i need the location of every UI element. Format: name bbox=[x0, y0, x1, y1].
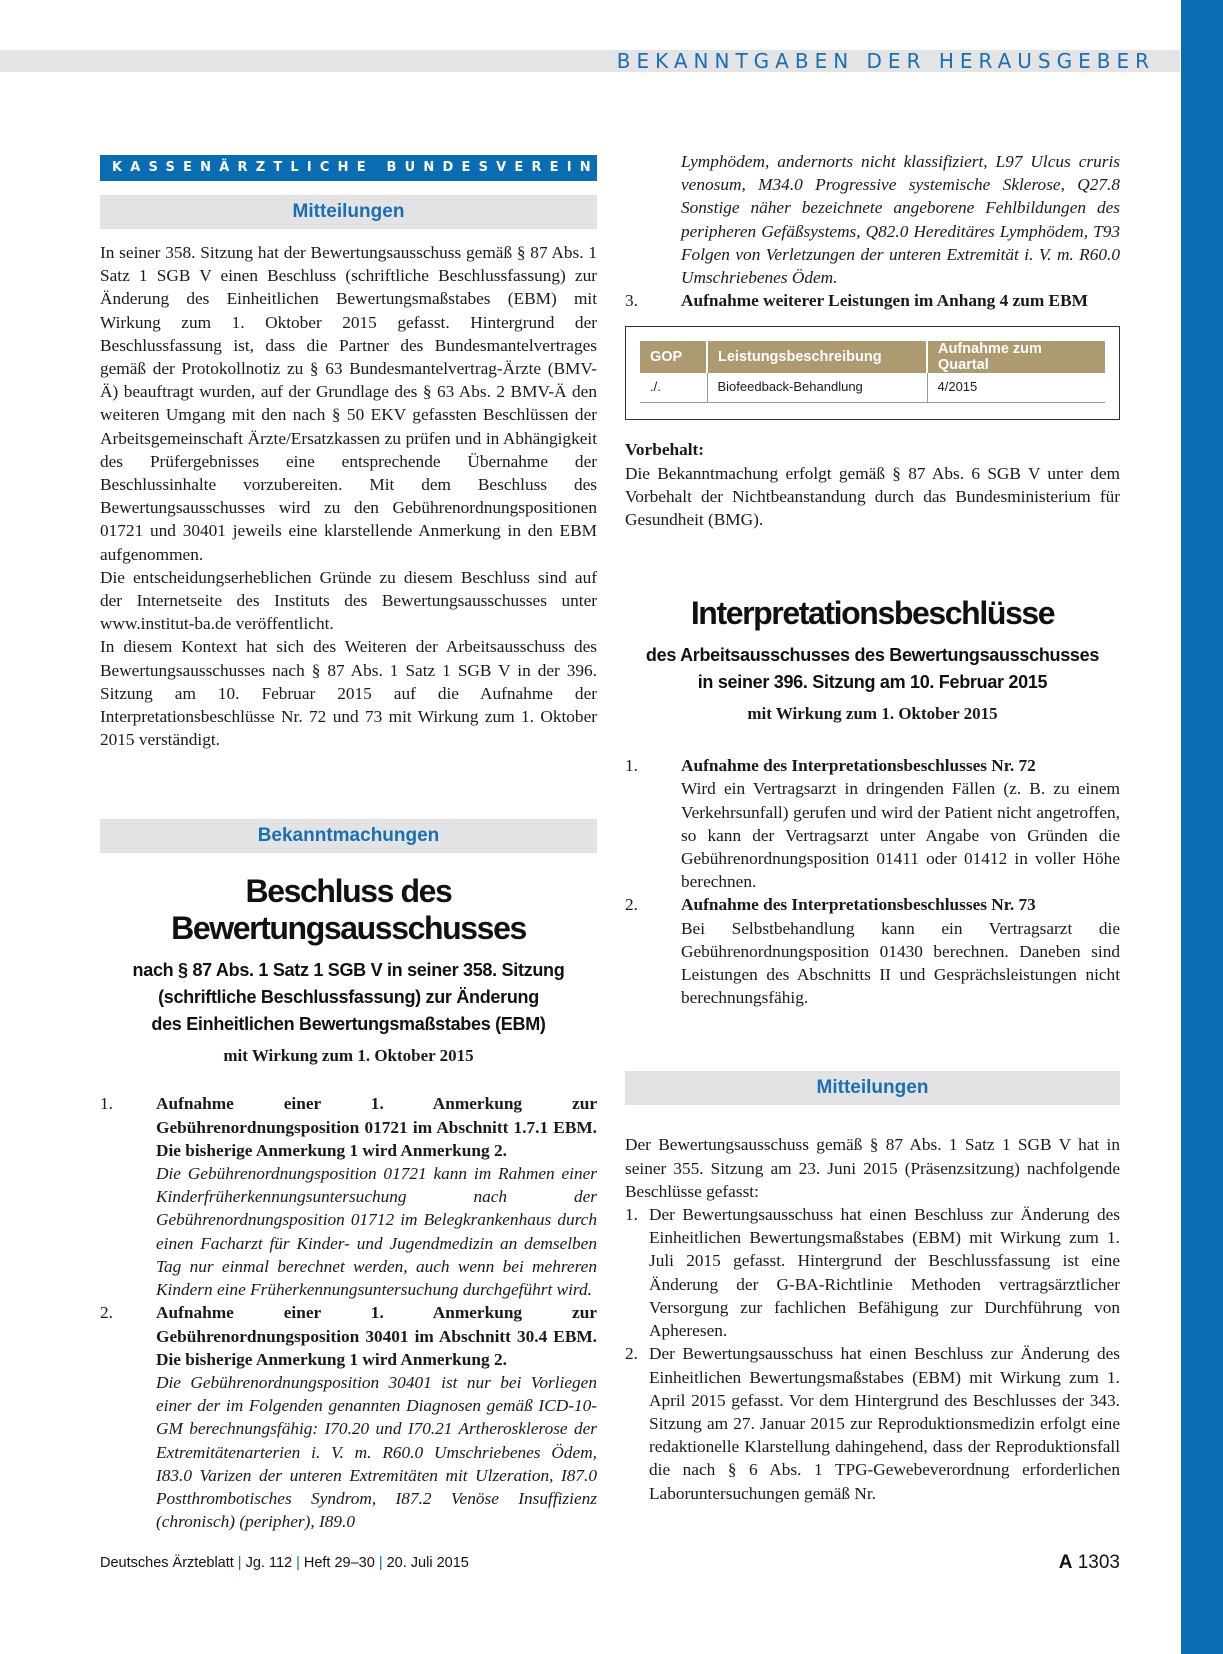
journal-issue: Heft 29–30 bbox=[303, 1555, 375, 1571]
effective-date: mit Wirkung zum 1. Oktober 2015 bbox=[747, 704, 998, 724]
list-item bbox=[625, 893, 1120, 1009]
subtitle-line: des Arbeitsausschusses des Bewertungsausschusses bbox=[645, 645, 1100, 666]
list-item bbox=[625, 754, 1120, 893]
column-header: GOP bbox=[640, 341, 707, 373]
intro-paragraph-3 bbox=[100, 635, 597, 751]
table-row bbox=[640, 373, 1105, 403]
list-item bbox=[100, 1092, 597, 1301]
table-cell: Biofeedback-Behandlung bbox=[707, 373, 927, 403]
item-heading: Aufnahme einer 1. Anmerkung zur Gebührenordnungsposition 30401 im Abschnitt 30.4 EBM. Die bisherige Anmerkung 1 wird Anmerkung 2. bbox=[156, 1303, 597, 1369]
intro-paragraph-2 bbox=[100, 566, 597, 636]
right-column bbox=[625, 150, 1120, 1505]
list-item bbox=[625, 289, 1120, 312]
mitteilungen-intro: Der Bewertungsausschuss gemäß § 87 Abs. 1 Satz 1 SGB V hat in seiner 355. Sitzung am 23. Juni 2015 (Präsenzsitzung) nachfolgende Beschlüsse gefasst: bbox=[625, 1135, 1120, 1201]
table-cell: ./. bbox=[640, 373, 707, 403]
item-text: Bei Selbstbehandlung kann ein Vertragsarzt die Gebührenordnungsposition 01430 berechnen. Daneben sind Leistungen des Abschnitts II und Gesprächsleistungen nicht berechnungsfähig. bbox=[681, 918, 1120, 1008]
subtitle-line: des Einheitlichen Bewertungsmaßstabes (EBM) bbox=[151, 1014, 546, 1035]
item-heading: Aufnahme des Interpretationsbeschlusses Nr. 72 bbox=[681, 756, 1036, 776]
item-text: Der Bewertungsausschuss hat einen Beschluss zur Änderung des Einheitlichen Bewertungsmaßstabes (EBM) mit Wirkung zum 1. Juli 2015 gefasst. Hintergrund der Beschlussfassung ist eine Änderung der G-BA-Richtlinie Methoden vertragsärztlicher Versorgung zur fachlichen Befähigung zur Durchführung von Apheresen. bbox=[649, 1205, 1120, 1341]
page-number bbox=[1059, 1552, 1120, 1574]
item-number: 2. bbox=[625, 1344, 638, 1364]
separator: | bbox=[237, 1555, 242, 1571]
interpretation-subtitle bbox=[625, 642, 1120, 696]
journal-name: Deutsches Ärzteblatt bbox=[100, 1555, 234, 1571]
org-label: KASSENÄRZTLICHE BUNDESVEREINIGUNG bbox=[100, 155, 597, 181]
section-heading-mitteilungen: Mitteilungen bbox=[100, 195, 597, 229]
paragraph: In seiner 358. Sitzung hat der Bewertungsausschuss gemäß § 87 Abs. 1 Satz 1 SGB V einen Beschluss (schriftliche Beschlussfassung) zur Änderung des Einheitlichen Bewertungsmaßstabes (EBM) mit Wirkung zum 1. Oktober 2015 gefasst. Hintergrund der Beschlussfassung ist, dass die Partner des Bundesmantelvertrages gemäß der Protokollnotiz zu § 63 Bundesmantelvertrag-Ärzte (BMV-Ä) beauftragt wurden, auf der Grundlage des § 63 Abs. 2 BMV-Ä den weiteren Umgang mit den nach § 50 EKV gefassten Beschlüssen der Arbeitsgemeinschaft Ärzte/Ersatzkassen zu prüfen und in Abhängigkeit des Prüfergebnisses eine entsprechende Übernahme der Beschlussinhalte vorzubereiten. Mit dem Beschluss des Bewertungsausschusses wird zu den Gebührenordnungspositionen 01721 und 30401 jeweils eine klarstellende Anmerkung in den EBM aufgenommen. bbox=[100, 243, 597, 564]
vorbehalt-text: Die Bekanntmachung erfolgt gemäß § 87 Abs. 6 SGB V unter dem Vorbehalt der Nichtbeanstandung durch das Bundesministerium für Gesundheit (BMG). bbox=[625, 463, 1120, 530]
journal-volume: Jg. 112 bbox=[245, 1555, 293, 1571]
side-stripe bbox=[1181, 0, 1223, 1654]
list-item bbox=[100, 1301, 597, 1533]
table-header-row bbox=[640, 341, 1105, 373]
item-number: 1. bbox=[625, 756, 638, 776]
section-heading-bekanntmachungen: Bekanntmachungen bbox=[100, 819, 597, 853]
item-text: Lymphödem, andernorts nicht klassifiziert, L97 Ulcus cruris venosum, M34.0 Progressive systemische Sklerose, Q27.8 Sonstige näher bezeichnete angeborene Fehlbildungen des peripheren Gefäßsystems, Q82.0 Hereditäres Lymphödem, T93 Folgen von Verletzungen der unteren Extremität i. V. m. R60.0 Umschriebenes Ödem. bbox=[681, 152, 1120, 288]
subtitle-line: nach § 87 Abs. 1 Satz 1 SGB V in seiner 358. Sitzung bbox=[132, 960, 565, 981]
paragraph: Die entscheidungserheblichen Gründe zu diesem Beschluss sind auf der Internetseite des Instituts des Bewertungsausschusses unter www.institut-ba.de veröffentlicht. bbox=[100, 567, 597, 634]
item-text: Die Gebührenordnungsposition 30401 ist nur bei Vorliegen einer der im Folgenden genannten Diagnosen gemäß ICD-10-GM berechnungsfähig: I70.20 und I70.21 Artherosklerose der Extremitätenarterien i. V. m. R60.0 Umschriebenes Ödem, I83.0 Varizen der unteren Extremitäten mit Ulzeration, I87.0 Postthrombotisches Syndrom, I87.2 Venöse Insuffizienz (chronisch) (peripher), I89.0 bbox=[156, 1372, 597, 1532]
subtitle-line: in seiner 396. Sitzung am 10. Februar 2015 bbox=[697, 672, 1048, 693]
vorbehalt-heading: Vorbehalt: bbox=[625, 440, 705, 460]
item-heading: Aufnahme weiterer Leistungen im Anhang 4 zum EBM bbox=[681, 291, 1088, 311]
header-title: BEKANNTGABEN DER HERAUSGEBER bbox=[616, 49, 1155, 73]
item-heading: Aufnahme einer 1. Anmerkung zur Gebührenordnungsposition 01721 im Abschnitt 1.7.1 EBM. Die bisherige Anmerkung 1 wird Anmerkung 2. bbox=[156, 1094, 597, 1160]
item-text: Wird ein Vertragsarzt in dringenden Fällen (z. B. zu einem Verkehrsunfall) gerufen und wird der Patient nicht angetroffen, so kann der Vertragsarzt unter Angabe von Gründen die Gebührenordnungsposition 01411 oder 01412 in voller Höhe berechnen. bbox=[681, 779, 1120, 892]
page-prefix: A bbox=[1058, 1552, 1073, 1573]
item-heading: Aufnahme des Interpretationsbeschlusses Nr. 73 bbox=[681, 895, 1036, 915]
interpretation-title: Interpretationsbeschlüsse bbox=[690, 595, 1055, 632]
article-subtitle bbox=[100, 957, 597, 1038]
item-number: 1. bbox=[100, 1094, 113, 1114]
separator: | bbox=[378, 1555, 383, 1571]
gop-table-box bbox=[625, 326, 1120, 420]
column-header: Aufnahme zum Quartal bbox=[927, 341, 1105, 373]
item-number: 2. bbox=[625, 895, 638, 915]
journal-date: 20. Juli 2015 bbox=[386, 1555, 469, 1571]
item-text: Der Bewertungsausschuss hat einen Beschluss zur Änderung des Einheitlichen Bewertungsmaßstabes (EBM) mit Wirkung zum 1. April 2015 gefasst. Vor dem Hintergrund des Beschlusses der 343. Sitzung am 27. Januar 2015 zur Reproduktionsmedizin erfolgt eine redaktionelle Klarstellung dahingehend, dass der Reproduktionsfall die nach § 6 Abs. 1 TPG-Gewebeverordnung erforderlichen Laboruntersuchungen gemäß Nr. bbox=[649, 1344, 1120, 1503]
item-number: 1. bbox=[625, 1205, 638, 1225]
effective-date: mit Wirkung zum 1. Oktober 2015 bbox=[223, 1046, 474, 1066]
paragraph: In diesem Kontext hat sich des Weiteren der Arbeitsausschuss des Bewertungsausschusses nach § 87 Abs. 1 Satz 1 SGB V in der 396. Sitzung am 10. Februar 2015 auf die Aufnahme der Interpretationsbeschlüsse Nr. 72 und 73 mit Wirkung zum 1. Oktober 2015 verständigt. bbox=[100, 637, 597, 750]
intro-paragraph-1 bbox=[100, 241, 597, 566]
section-heading-mitteilungen-2: Mitteilungen bbox=[625, 1071, 1120, 1105]
list-item bbox=[625, 1203, 1120, 1342]
page-number-value: 1303 bbox=[1077, 1552, 1120, 1573]
separator: | bbox=[296, 1555, 300, 1571]
article-title: Beschluss des Bewertungsausschusses bbox=[171, 873, 526, 947]
gop-table bbox=[640, 341, 1105, 403]
item-number: 3. bbox=[625, 291, 638, 311]
column-header: Leistungsbeschreibung bbox=[707, 341, 927, 373]
page-footer bbox=[100, 1552, 1120, 1573]
table-cell: 4/2015 bbox=[937, 379, 978, 395]
vorbehalt bbox=[625, 438, 1120, 531]
item-number: 2. bbox=[100, 1303, 113, 1323]
list-item-continuation bbox=[625, 150, 1120, 289]
subtitle-line: (schriftliche Beschlussfassung) zur Änderung bbox=[158, 987, 539, 1008]
item-text: Die Gebührenordnungsposition 01721 kann im Rahmen einer Kinderfrüherkennungsuntersuchung nach der Gebührenordnungsposition 01712 im Belegkrankenhaus durch einen Facharzt für Kinder- und Jugendmedizin an demselben Tag nur einmal berechnet werden, auch wenn bei mehreren Kindern eine Früherkennungsuntersuchung durchgeführt wird. bbox=[156, 1164, 597, 1300]
list-item bbox=[625, 1342, 1120, 1504]
